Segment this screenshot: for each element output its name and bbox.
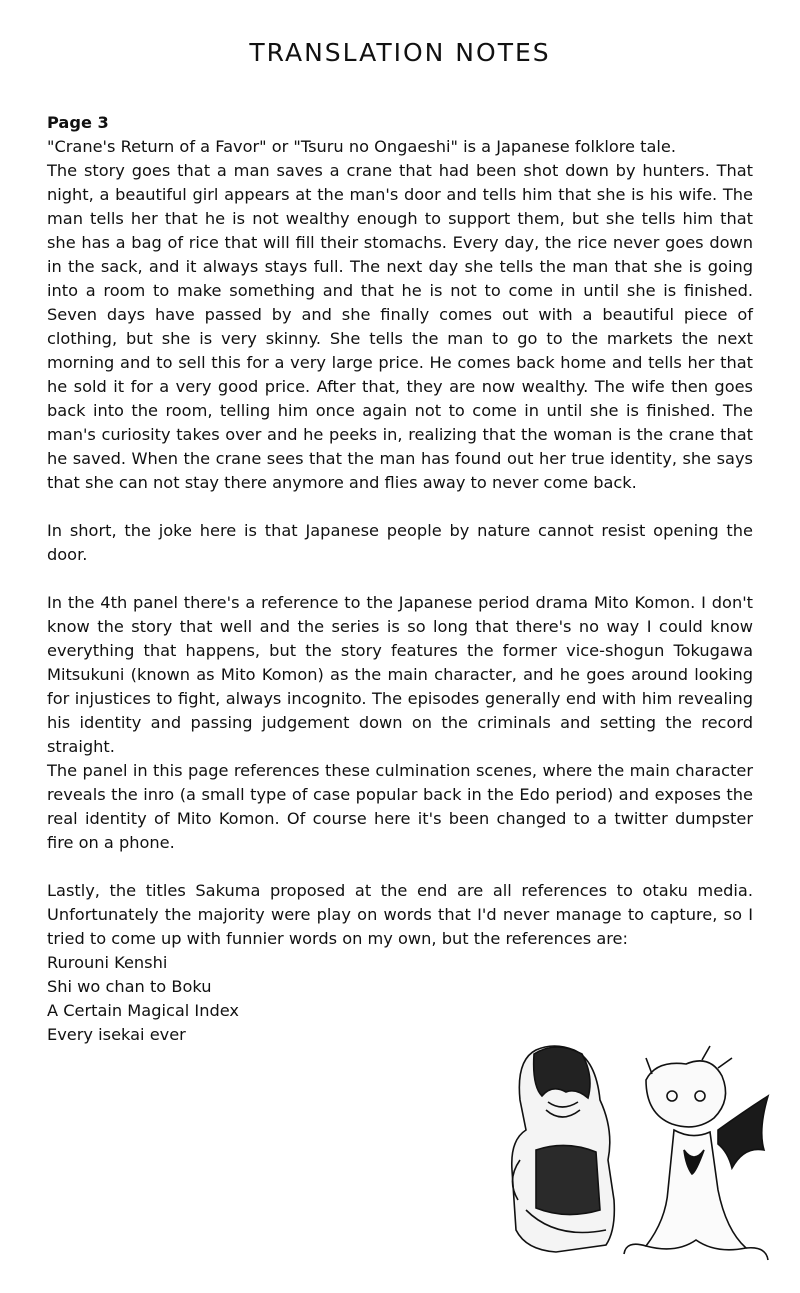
note-paragraph: Lastly, the titles Sakuma proposed at the end are all references to otaku media. Unfortunately the majority were play on words that I'd never manage to capture, so I tried to come up with funnier words on my own, but the references are: <box>47 881 753 948</box>
page-number-label: Page 3 <box>47 113 109 132</box>
reference-item: Shi wo chan to Boku <box>47 977 212 996</box>
seated-boy-figure <box>512 1046 615 1252</box>
note-paragraph: The story goes that a man saves a crane that had been shot down by hunters. That night, a beautiful girl appears at the man's door and tells him that she is his wife. The man tells her that he is not wealthy enough to support them, but she tells him that she has a bag of rice that will fill their stomachs. Every day, the rice never goes down in the sack, and it always stays full. The next day she tells the man that she is going into a room to make something and that he is not to come in until she is finished. Seven days have passed by and she finally comes out with a beautiful piece of clothing, but she is very skinny. She tells the man to go to the markets the next morning and to sell this for a very large price. He comes back home and tells her that he sold it for a very good price. After that, they are now wealthy. The wife then goes back into the room, telling him once again not to come in until she is finished. The man's curiosity takes over and he peeks in, realizing that the woman is the crane that he saved. When the crane sees that the man has found out her true identity, she says that she can not stay there anymore and flies away to never come back. <box>47 161 753 492</box>
note-paragraph: The panel in this page references these culmination scenes, where the main character reveals the inro (a small type of case popular back in the Edo period) and exposes the real identity of Mito Komon. Of course here it's been changed to a twitter dumpster fire on a phone. <box>47 761 753 852</box>
horned-girl-figure <box>624 1046 768 1260</box>
note-paragraph: In short, the joke here is that Japanese people by nature cannot resist opening the door. <box>47 521 753 564</box>
reference-item: Rurouni Kenshi <box>47 953 168 972</box>
notes-body <box>47 111 753 1047</box>
note-paragraph: In the 4th panel there's a reference to the Japanese period drama Mito Komon. I don't know the story that well and the series is so long that there's no way I could know everything that happens, but the story features the former vice-shogun Tokugawa Mitsukuni (known as Mito Komon) as the main character, and he goes around looking for injustices to fight, always incognito. The episodes generally end with him revealing his identity and passing judgement down on the criminals and setting the record straight. <box>47 593 753 756</box>
character-illustration <box>496 1040 776 1270</box>
page-title: TRANSLATION NOTES <box>249 38 551 67</box>
note-paragraph: "Crane's Return of a Favor" or "Tsuru no Ongaeshi" is a Japanese folklore tale. <box>47 137 677 156</box>
reference-item: A Certain Magical Index <box>47 1001 239 1020</box>
reference-item: Every isekai ever <box>47 1025 186 1044</box>
